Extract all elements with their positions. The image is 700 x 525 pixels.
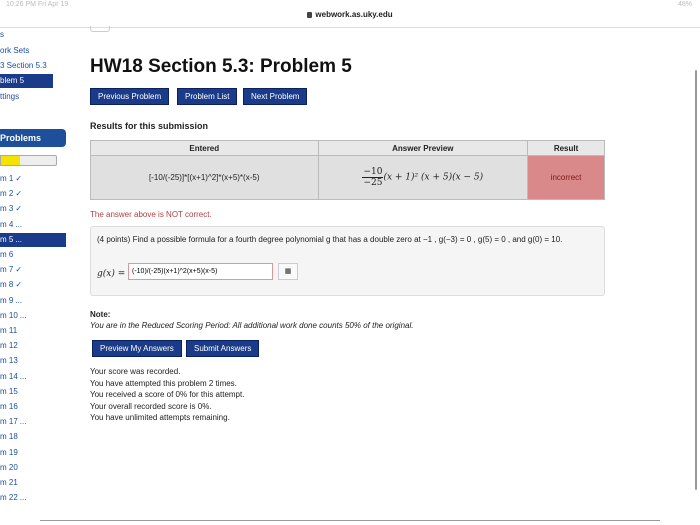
results-table — [90, 140, 605, 200]
check-icon: ✓ — [15, 204, 23, 214]
sidebar-problem-label: m 17 — [0, 417, 18, 427]
sidebar-problem-13[interactable] — [0, 354, 20, 368]
sidebar-problem-label: m 2 — [0, 189, 14, 199]
preview-fraction — [362, 167, 383, 188]
status-time: 10:26 PM Fri Apr 19 — [6, 1, 69, 8]
submit-answers-button[interactable]: Submit Answers — [186, 340, 259, 357]
score-line: You have attempted this problem 2 times. — [90, 378, 237, 388]
sidebar-problem-label: m 7 — [0, 265, 14, 275]
incorrect-message: The answer above is NOT correct. — [90, 210, 212, 219]
sidebar-problem-label: m 15 — [0, 386, 18, 396]
score-line: Your overall recorded score is 0%. — [90, 401, 212, 411]
lock-icon — [307, 12, 312, 18]
check-icon: ✓ — [15, 174, 23, 183]
status-mark: ... — [15, 295, 23, 305]
score-line: You have unlimited attempts remaining. — [90, 413, 230, 422]
sidebar-problem-label: m 3 — [0, 204, 14, 214]
sidebar-problem-11[interactable] — [0, 324, 19, 338]
problems-header: Problems — [0, 129, 66, 147]
preview-denominator: −25 — [363, 178, 383, 188]
sidebar-problem-label: m 19 — [0, 447, 18, 457]
preview-numerator: −10 — [363, 167, 383, 177]
sidebar-problem-15[interactable] — [0, 385, 20, 399]
answer-preview — [318, 156, 528, 200]
status-mark: ... — [15, 234, 23, 244]
progress-fill — [1, 156, 20, 165]
sidebar-problem-label: m 4 — [0, 219, 14, 229]
progress-bar — [0, 155, 57, 166]
sidebar-problem-label: m 1 — [0, 174, 14, 183]
sidebar-problem-3[interactable] — [0, 202, 22, 216]
answer-input[interactable] — [128, 263, 273, 280]
note-text: You are in the Reduced Scoring Period: All additional work done counts 50% of the original. — [90, 321, 414, 330]
sidebar-problem-2[interactable] — [0, 187, 22, 201]
previous-problem-button[interactable]: Previous Problem — [90, 88, 169, 105]
sidebar-problem-label: m 18 — [0, 432, 18, 442]
column-header-entered: Entered — [91, 141, 319, 156]
bottom-divider — [40, 520, 660, 521]
sidebar-problem-label: m 10 — [0, 310, 18, 320]
sidebar-problem-label: m 13 — [0, 356, 18, 366]
sidebar-problem-19[interactable] — [0, 446, 20, 460]
sidebar-problem-label: m 20 — [0, 462, 18, 472]
score-line: You received a score of 0% for this attempt. — [90, 390, 245, 399]
sidebar-problem-22[interactable] — [0, 491, 26, 505]
address-bar[interactable] — [0, 10, 700, 26]
sidebar-problem-6[interactable] — [0, 248, 15, 262]
next-problem-button[interactable]: Next Problem — [243, 88, 307, 105]
sidebar-problem-9[interactable] — [0, 294, 22, 308]
status-mark: ... — [15, 219, 23, 229]
sidebar-link-settings[interactable]: ttings — [0, 92, 20, 101]
check-icon: ✓ — [15, 280, 23, 290]
problem-list-button[interactable]: Problem List — [177, 88, 237, 105]
page-title: HW18 Section 5.3: Problem 5 — [90, 56, 352, 77]
column-header-preview: Answer Preview — [318, 141, 528, 156]
problem-box — [90, 226, 605, 296]
status-mark: ... — [19, 493, 27, 503]
sidebar-problem-label: m 9 — [0, 295, 14, 305]
column-header-result: Result — [528, 141, 605, 156]
entered-answer: [-10/(-25)]*[(x+1)^2]*(x+5)*(x-5) — [91, 156, 319, 200]
sidebar-problem-8[interactable] — [0, 278, 22, 292]
sidebar-problem-4[interactable] — [0, 218, 22, 232]
status-bar — [0, 0, 700, 10]
answer-label: g(x) = — [97, 269, 126, 279]
sidebar-problem-label: m 14 — [0, 371, 18, 381]
menu-tab-button[interactable] — [90, 26, 110, 32]
result-status: incorrect — [528, 156, 605, 200]
note-heading: Note: — [90, 310, 111, 319]
table-row — [91, 156, 605, 200]
results-heading: Results for this submission — [90, 121, 209, 131]
status-mark: ... — [19, 310, 27, 320]
scrollbar[interactable] — [695, 70, 697, 490]
sidebar-problem-label: m 8 — [0, 280, 14, 290]
sidebar — [0, 28, 68, 523]
score-summary — [90, 366, 244, 424]
sidebar-problem-label: m 16 — [0, 402, 18, 411]
sidebar-problem-18[interactable] — [0, 430, 20, 444]
sidebar-problem-label: m 11 — [0, 326, 18, 335]
preview-answers-button[interactable]: Preview My Answers — [92, 340, 182, 357]
sidebar-link-courses[interactable]: s — [0, 30, 4, 39]
sidebar-problem-14[interactable] — [0, 370, 26, 384]
check-icon: ✓ — [15, 265, 23, 275]
sidebar-problem-17[interactable] — [0, 415, 26, 429]
sidebar-problem-label: m 6 — [0, 250, 14, 259]
sidebar-problem-7[interactable] — [0, 263, 22, 277]
sidebar-problem-label: m 5 — [0, 234, 14, 244]
sidebar-link-problem[interactable]: blem 5 — [0, 74, 53, 88]
preview-factors: (x + 1)² (x + 5)(x − 5) — [383, 172, 484, 183]
status-mark: ... — [19, 417, 27, 427]
score-line: Your score was recorded. — [90, 367, 181, 376]
sidebar-problem-20[interactable] — [0, 461, 20, 475]
sidebar-problem-1[interactable] — [0, 172, 22, 186]
battery-level: 48% — [677, 1, 692, 8]
grid-icon[interactable]: ▦ — [278, 263, 298, 280]
sidebar-problem-10[interactable] — [0, 309, 26, 323]
sidebar-problem-21[interactable] — [0, 476, 20, 490]
sidebar-problem-16[interactable] — [0, 400, 20, 414]
sidebar-problem-12[interactable] — [0, 339, 20, 353]
status-mark: ... — [19, 371, 27, 381]
sidebar-link-section[interactable]: 3 Section 5.3 — [0, 61, 47, 70]
sidebar-problem-label: m 22 — [0, 493, 18, 503]
problem-text: (4 points) Find a possible formula for a fourth degree polynomial g that has a double zero at −1 , g(−3) = 0 , g(5) = 0 , and g(0) = 10. — [97, 235, 563, 244]
sidebar-problem-label: m 12 — [0, 341, 18, 351]
sidebar-problem-label: m 21 — [0, 478, 18, 487]
url-text[interactable]: webwork.as.uky.edu — [315, 10, 393, 19]
sidebar-link-homework-sets[interactable]: ork Sets — [0, 46, 30, 55]
check-icon: ✓ — [15, 189, 23, 199]
sidebar-problem-5[interactable] — [0, 233, 66, 247]
